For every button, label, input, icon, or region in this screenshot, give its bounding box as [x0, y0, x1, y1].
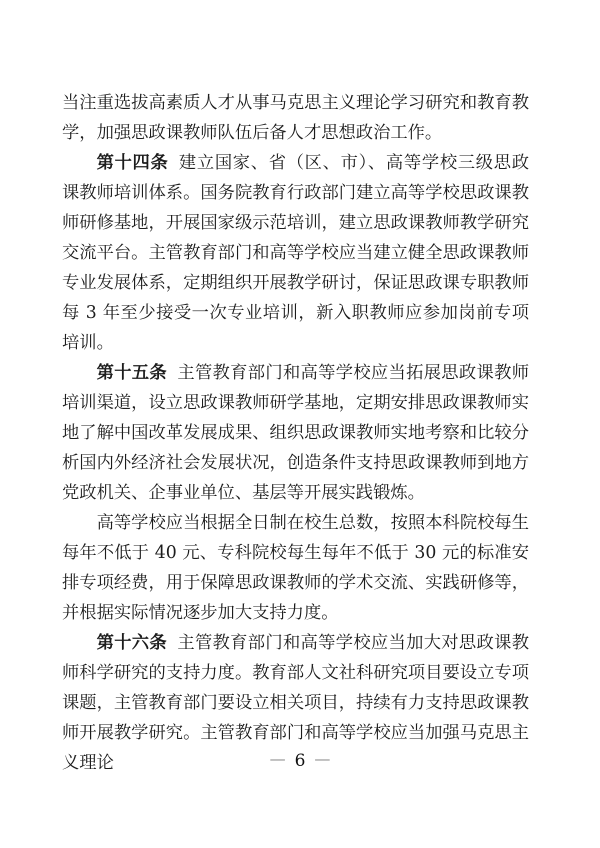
paragraph-article-15	[62, 358, 529, 508]
article-number-label: 第十五条	[96, 363, 167, 383]
page-footer	[0, 750, 600, 772]
page-number: 6	[294, 751, 306, 771]
footer-dash-left: —	[269, 749, 286, 768]
paragraph-text: 主管教育部门和高等学校应当加大对思政课教师科学研究的支持力度。教育部人文社科研究项目要设立专项课题，主管教育部门要设立相关项目，持续有力支持思政课教师开展教学研究。主管教育部门和高等学校应当加强马克思主义理论	[62, 633, 529, 773]
paragraph-text: 建立国家、省（区、市）、高等学校三级思政课教师培训体系。国务院教育行政部门建立高等学校思政课教师研修基地，开展国家级示范培训，建立思政课教师教学研究交流平台。主管教育部门和高等学校应当建立健全思政课教师专业发展体系，定期组织开展教学研讨，保证思政课专职教师每 3 年至少接受一次专业培训，新入职教师应参加岗前专项培训。	[62, 153, 529, 353]
footer-dash-right: —	[314, 749, 331, 768]
article-number-label: 第十四条	[96, 153, 169, 173]
paragraph-text: 高等学校应当根据全日制在校生总数，按照本科院校每生每年不低于 40 元、专科院校每生每年不低于 30 元的标准安排专项经费，用于保障思政课教师的学术交流、实践研修等，并根据实际情况逐步加大支持力度。	[62, 513, 529, 623]
paragraph-text: 主管教育部门和高等学校应当拓展思政课教师培训渠道，设立思政课教师研学基地，定期安排思政课教师实地了解中国改革发展成果、组织思政课教师实地考察和比较分析国内外经济社会发展状况，创造条件支持思政课教师到地方党政机关、企事业单位、基层等开展实践锻炼。	[62, 363, 529, 503]
paragraph-funding	[62, 508, 529, 628]
paragraph-continuation	[62, 88, 529, 148]
paragraph-text: 当注重选拔高素质人才从事马克思主义理论学习研究和教育教学，加强思政课教师队伍后备人才思想政治工作。	[62, 93, 529, 143]
paragraph-article-14	[62, 148, 529, 358]
document-body	[62, 88, 529, 778]
article-number-label: 第十六条	[96, 633, 167, 653]
